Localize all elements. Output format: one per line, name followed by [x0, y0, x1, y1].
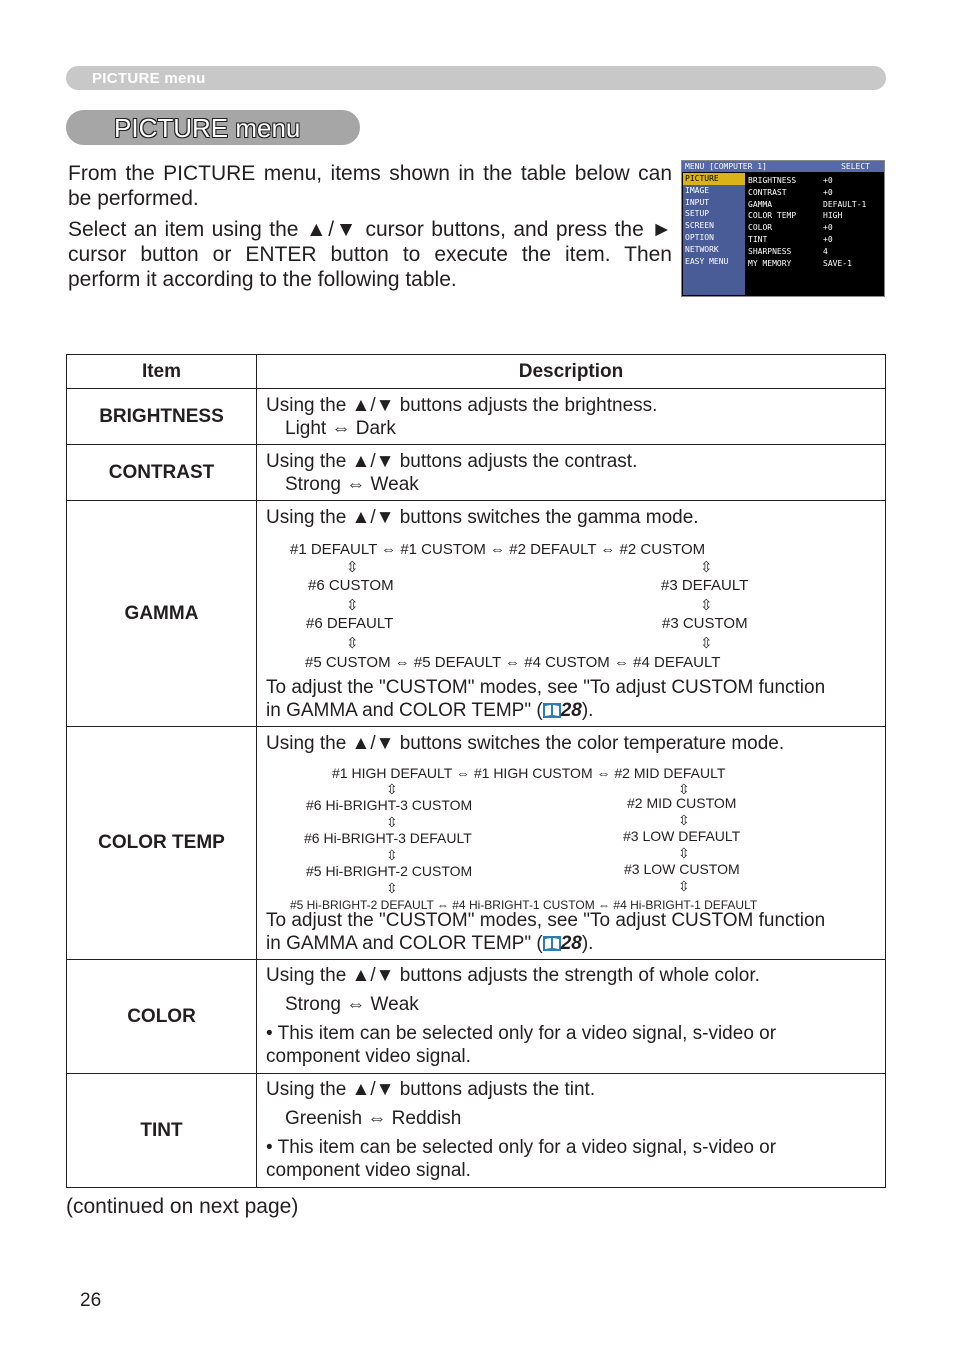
- updown-arrow: ⇳: [678, 845, 690, 861]
- updown-arrow: ⇳: [346, 559, 359, 576]
- updown-arrow: ⇳: [678, 812, 690, 828]
- updown-arrow: ⇳: [386, 814, 398, 830]
- osd-setting-item: GAMMA: [748, 199, 773, 209]
- desc-note-line2: component video signal.: [266, 1160, 471, 1181]
- note-text: in GAMMA and COLOR TEMP" (: [266, 700, 543, 721]
- osd-menu-item: NETWORK: [685, 244, 719, 254]
- colortemp-right-3: #3 LOW CUSTOM: [624, 861, 740, 877]
- intro-text: [68, 161, 672, 292]
- book-reference-icon: [543, 703, 561, 718]
- item-color: COLOR: [67, 960, 257, 1074]
- desc-note-line1: • This item can be selected only for a video signal, s-video or: [266, 1023, 777, 1044]
- item-color-temp: COLOR TEMP: [67, 727, 257, 960]
- osd-setting-item: BRIGHTNESS: [748, 176, 797, 185]
- updown-arrow: ⇳: [386, 880, 398, 896]
- osd-setting-item: COLOR TEMP: [748, 211, 797, 221]
- osd-value-item: SAVE-1: [823, 258, 852, 268]
- desc-range: Greenish ⇔ Reddish: [285, 1108, 462, 1129]
- updown-arrow: ⇳: [346, 635, 359, 652]
- osd-menu-item: PICTURE: [683, 173, 745, 185]
- osd-menu-item: SCREEN: [685, 221, 714, 231]
- item-contrast: CONTRAST: [67, 445, 257, 501]
- osd-menu-item: INPUT: [685, 197, 710, 207]
- colortemp-cycle-bottom: #5 Hi-BRIGHT-2 DEFAULT ⇔ #4 Hi-BRIGHT-1 CUSTOM ⇔ #4 Hi-BRIGHT-1 DEFAULT: [290, 898, 758, 912]
- custom-note-line2: [266, 699, 593, 722]
- item-gamma: GAMMA: [67, 501, 257, 727]
- page-title-pill: [66, 110, 360, 145]
- osd-setting-item: CONTRAST: [748, 187, 787, 197]
- page-title: PICTURE menu: [114, 113, 301, 143]
- table-row-color: [67, 960, 886, 1074]
- osd-header: [682, 161, 884, 172]
- osd-setting-item: TINT: [748, 234, 768, 244]
- osd-value-item: 4: [823, 246, 828, 256]
- custom-note-line2: [266, 932, 593, 955]
- updown-arrow: ⇳: [678, 781, 690, 797]
- desc-tint: [257, 1074, 886, 1188]
- osd-menu-item: EASY MENU: [685, 256, 729, 266]
- desc-line: Using the ▲/▼ buttons switches the color temperature mode.: [266, 733, 785, 754]
- column-header-item: Item: [67, 355, 257, 389]
- book-reference-icon: [543, 936, 561, 951]
- picture-menu-table: [66, 354, 886, 1188]
- osd-setting-item: MY MEMORY: [748, 258, 792, 268]
- intro-paragraph-2: Select an item using the ▲/▼ cursor buttons, and press the ► cursor button or ENTER button to execute the item. Then perform it according to the following table.: [68, 218, 672, 291]
- desc-range: Light ⇔ Dark: [285, 418, 396, 439]
- desc-line: Using the ▲/▼ buttons adjusts the tint.: [266, 1079, 596, 1100]
- osd-menu-item: SETUP: [685, 209, 710, 219]
- page-reference[interactable]: 28: [560, 933, 582, 954]
- osd-value-item: HIGH: [823, 211, 843, 221]
- desc-range: Strong ⇔ Weak: [285, 994, 419, 1015]
- desc-line: Using the ▲/▼ buttons switches the gamma mode.: [266, 507, 699, 528]
- gamma-left-1: #6 CUSTOM: [308, 577, 394, 594]
- osd-value-item: +0: [823, 187, 833, 197]
- osd-values-list: [823, 175, 866, 269]
- updown-arrow: ⇳: [678, 878, 690, 894]
- table-header-row: [67, 355, 886, 389]
- osd-value-item: DEFAULT-1: [823, 199, 867, 209]
- gamma-cycle-bottom: #5 CUSTOM ⇔ #5 DEFAULT ⇔ #4 CUSTOM ⇔ #4 DEFAULT: [305, 654, 721, 671]
- desc-range: Strong ⇔ Weak: [285, 474, 419, 495]
- note-text: ).: [581, 933, 594, 954]
- osd-value-item: +0: [823, 234, 833, 244]
- updown-arrow: ⇳: [700, 635, 713, 652]
- gamma-cycle-top: #1 DEFAULT ⇔ #1 CUSTOM ⇔ #2 DEFAULT ⇔ #2 CUSTOM: [290, 541, 706, 558]
- desc-note-line1: • This item can be selected only for a video signal, s-video or: [266, 1137, 777, 1158]
- table-row-gamma: [67, 501, 886, 727]
- gamma-right-1: #3 DEFAULT: [661, 577, 749, 594]
- custom-note-line1: To adjust the "CUSTOM" modes, see "To adjust CUSTOM function: [266, 677, 826, 698]
- table-row-color-temp: [67, 727, 886, 960]
- column-header-description: Description: [257, 355, 886, 389]
- continued-note: (continued on next page): [66, 1195, 299, 1218]
- desc-contrast: [257, 445, 886, 501]
- item-brightness: BRIGHTNESS: [67, 389, 257, 445]
- gamma-right-2: #3 CUSTOM: [662, 615, 748, 632]
- osd-header-select: SELECT: [841, 162, 870, 171]
- colortemp-right-2: #3 LOW DEFAULT: [623, 828, 741, 844]
- osd-setting-item: COLOR: [748, 223, 773, 233]
- updown-arrow: ⇳: [386, 781, 398, 797]
- table-row-contrast: [67, 445, 886, 501]
- colortemp-right-1: #2 MID CUSTOM: [627, 795, 737, 811]
- osd-value-item: +0: [823, 176, 833, 185]
- osd-menu-list: [683, 173, 745, 295]
- updown-arrow: ⇳: [700, 559, 713, 576]
- note-text: ).: [581, 700, 594, 721]
- colortemp-left-3: #5 Hi-BRIGHT-2 CUSTOM: [306, 863, 473, 879]
- colortemp-cycle-top: #1 HIGH DEFAULT ⇔ #1 HIGH CUSTOM ⇔ #2 MID DEFAULT: [332, 765, 726, 781]
- osd-value-item: +0: [823, 223, 833, 233]
- desc-line: Using the ▲/▼ buttons adjusts the brightness.: [266, 395, 658, 416]
- item-tint: TINT: [67, 1074, 257, 1188]
- desc-note-line2: component video signal.: [266, 1046, 471, 1067]
- table-row-tint: [67, 1074, 886, 1188]
- note-text: in GAMMA and COLOR TEMP" (: [266, 933, 543, 954]
- section-label: PICTURE menu: [92, 70, 206, 87]
- intro-paragraph-1: From the PICTURE menu, items shown in the table below can be performed.: [68, 162, 672, 210]
- page-number: 26: [80, 1290, 102, 1311]
- osd-menu-screenshot: [681, 160, 885, 297]
- updown-arrow: ⇳: [346, 597, 359, 614]
- osd-settings-list: [748, 175, 796, 269]
- osd-header-title: MENU [COMPUTER 1]: [685, 162, 767, 171]
- desc-line: Using the ▲/▼ buttons adjusts the contrast.: [266, 451, 638, 472]
- osd-menu-item: OPTION: [685, 232, 714, 242]
- colortemp-left-2: #6 Hi-BRIGHT-3 DEFAULT: [304, 830, 472, 846]
- section-header-bar: [66, 66, 886, 90]
- osd-menu-item: IMAGE: [685, 185, 710, 195]
- desc-color: [257, 960, 886, 1074]
- table-row-brightness: [67, 389, 886, 445]
- gamma-left-2: #6 DEFAULT: [306, 615, 394, 632]
- updown-arrow: ⇳: [700, 597, 713, 614]
- custom-note-line1: To adjust the "CUSTOM" modes, see "To adjust CUSTOM function: [266, 910, 826, 931]
- desc-brightness: [257, 389, 886, 445]
- page-reference[interactable]: 28: [560, 700, 582, 721]
- desc-line: Using the ▲/▼ buttons adjusts the strength of whole color.: [266, 965, 760, 986]
- colortemp-left-1: #6 Hi-BRIGHT-3 CUSTOM: [306, 797, 473, 813]
- osd-setting-item: SHARPNESS: [748, 246, 792, 256]
- desc-color-temp: [257, 727, 886, 960]
- desc-gamma: [257, 501, 886, 727]
- updown-arrow: ⇳: [386, 847, 398, 863]
